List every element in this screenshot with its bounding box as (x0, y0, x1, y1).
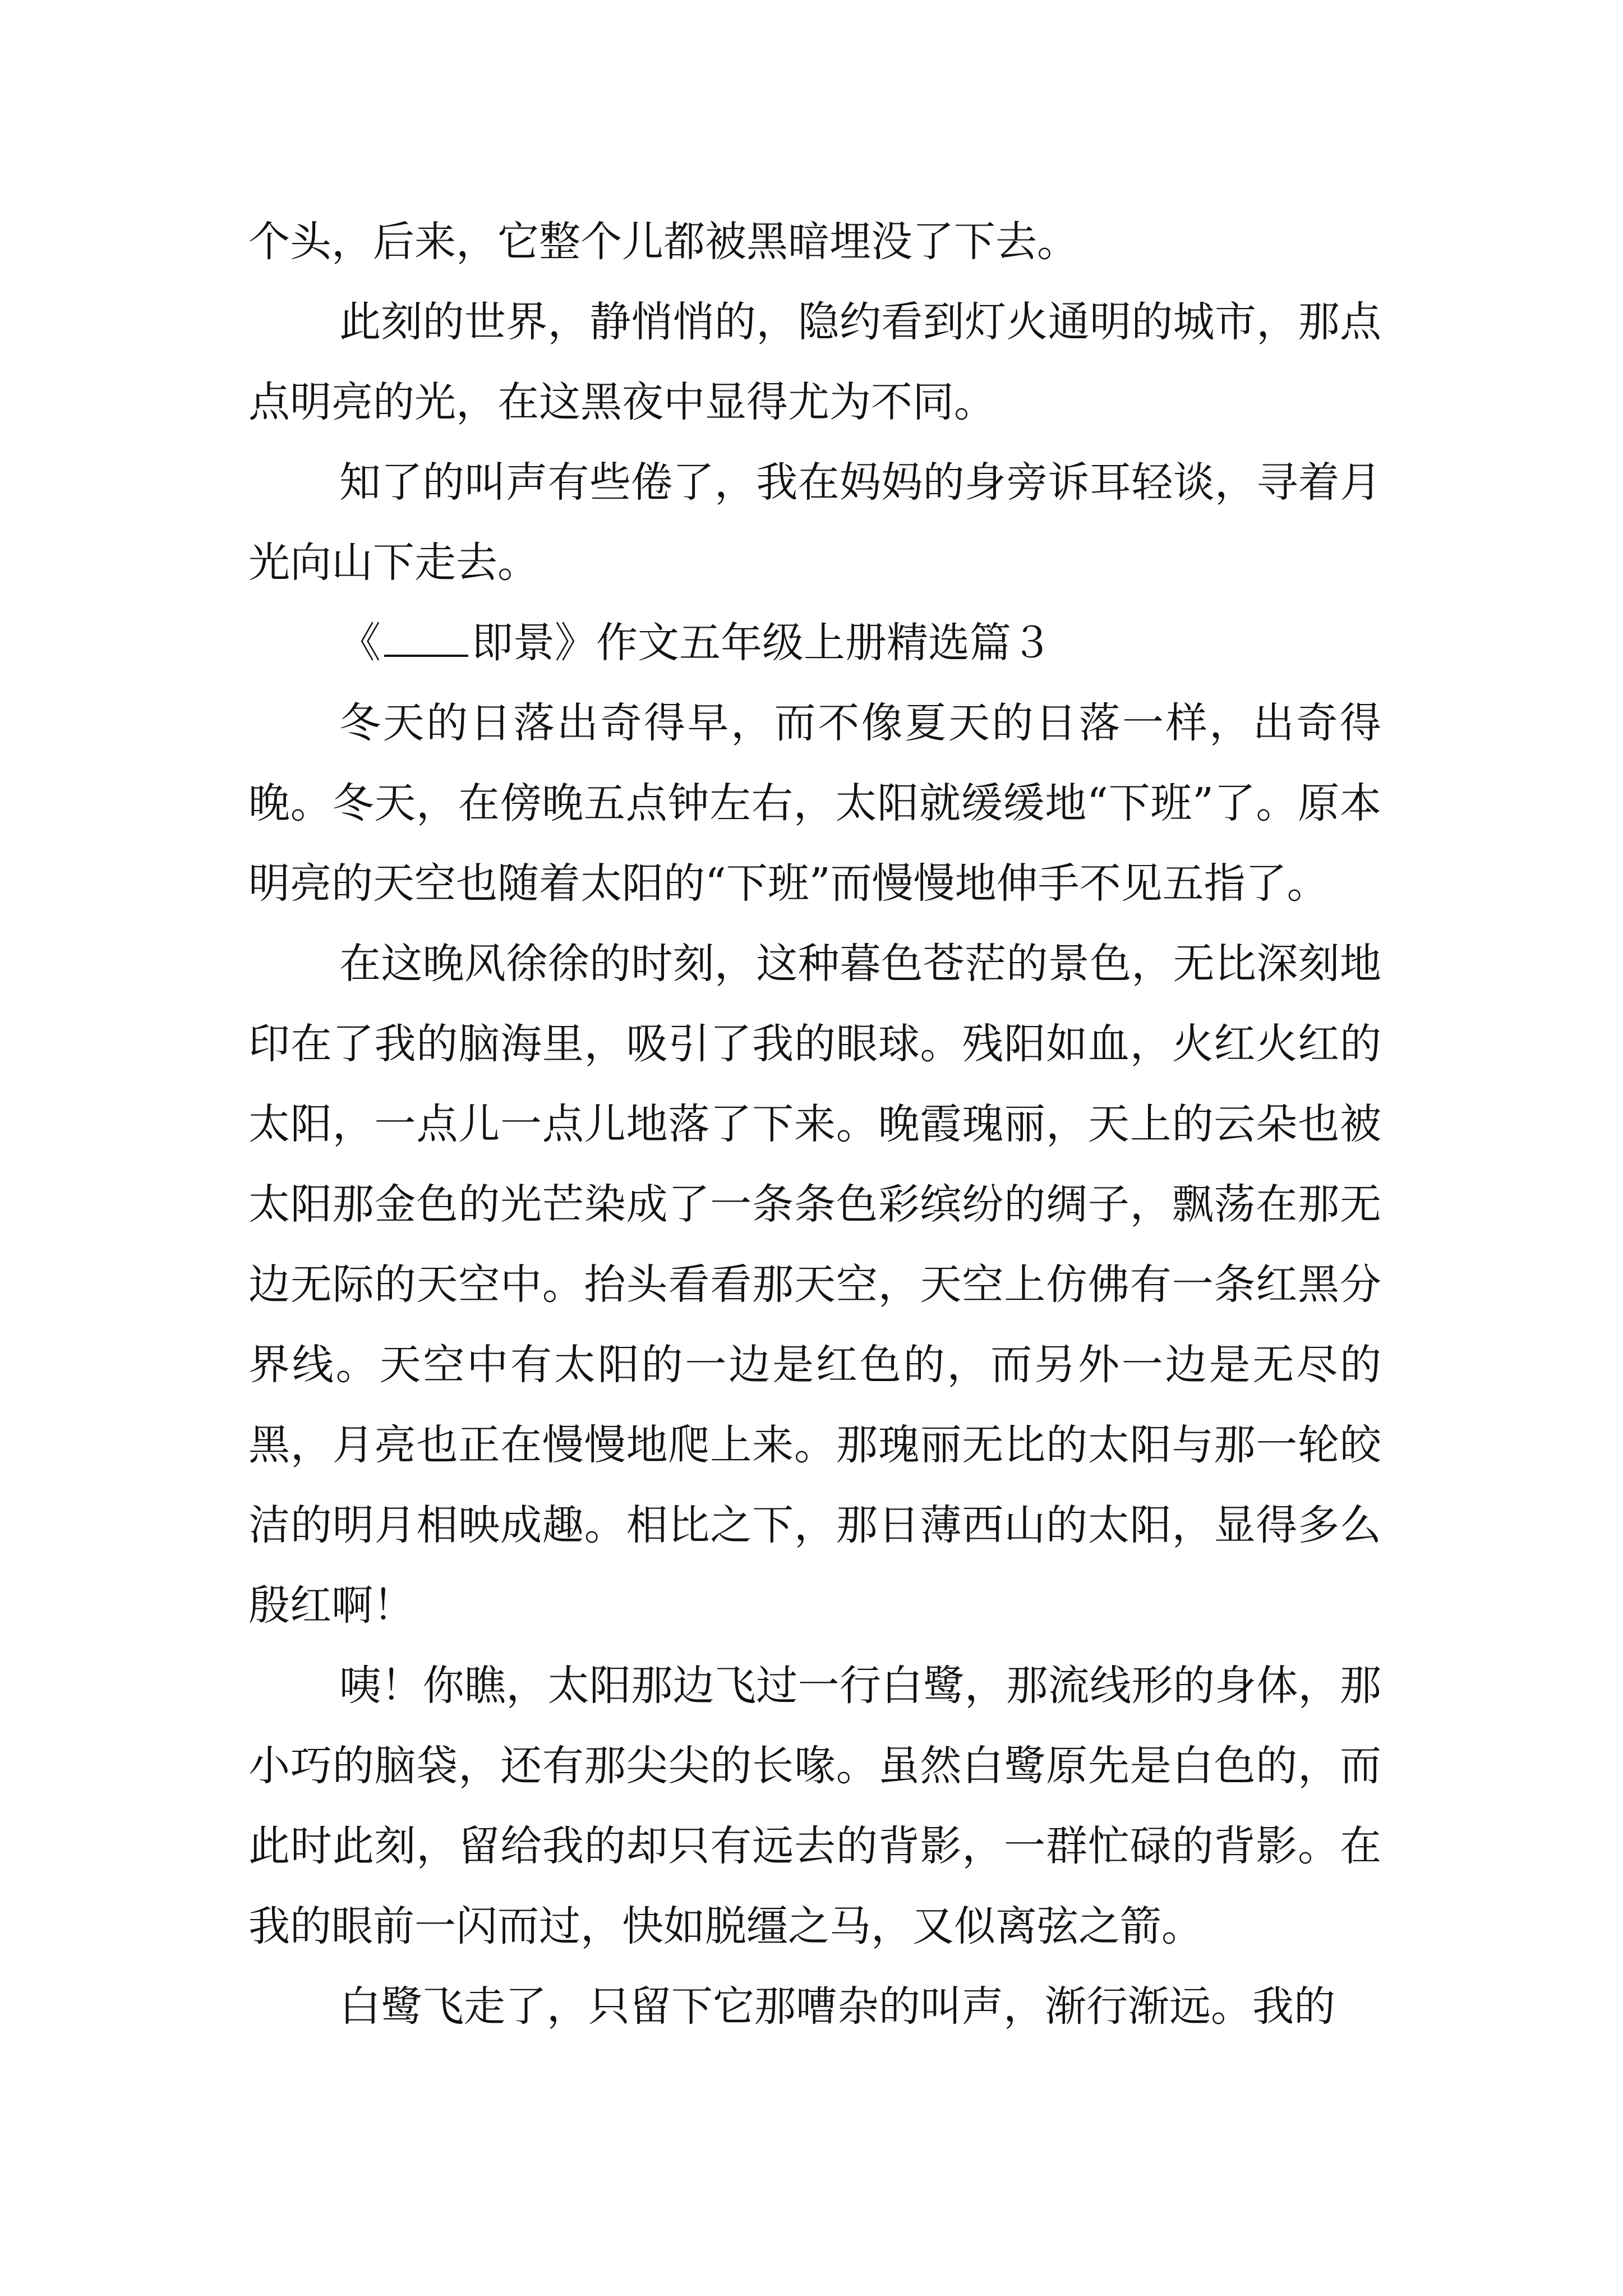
paragraph: 冬天的日落出奇得早，而不像夏天的日落一样，出奇得晚。冬天，在傍晚五点钟左右，太阳就缓缓地“下班”了。原本明亮的天空也随着太阳的“下班”而慢慢地伸手不见五指了。 (248, 699, 1381, 908)
paragraph: 白鹭飞走了，只留下它那嘈杂的叫声，渐行渐远。我的 (339, 1982, 1335, 2031)
heading-close: 即景》作文五年级上册精选篇３ (472, 619, 1053, 667)
article-body (248, 202, 1381, 2047)
paragraph: 此刻的世界，静悄悄的，隐约看到灯火通明的城市，那点点明亮的光，在这黑夜中显得尤为不同。 (248, 298, 1381, 426)
paragraph: 知了的叫声有些倦了，我在妈妈的身旁诉耳轻谈，寻着月光向山下走去。 (248, 458, 1381, 587)
paragraph: 咦！你瞧，太阳那边飞过一行白鹭，那流线形的身体，那小巧的脑袋，还有那尖尖的长喙。虽然白鹭原先是白色的，而此时此刻，留给我的却只有远去的背影，一群忙碌的背影。在我的眼前一闪而过，快如脱缰之马，又似离弦之箭。 (248, 1662, 1381, 1950)
heading-open: 《 (339, 619, 381, 667)
paragraph: 在这晚风徐徐的时刻，这种暮色苍茫的景色，无比深刻地印在了我的脑海里，吸引了我的眼球。残阳如血，火红火红的太阳，一点儿一点儿地落了下来。晚霞瑰丽，天上的云朵也被太阳那金色的光芒染成了一条条色彩缤纷的绸子，飘荡在那无边无际的天空中。抬头看看那天空，天空上仿佛有一条红黑分界线。天空中有太阳的一边是红色的，而另外一边是无尽的黑，月亮也正在慢慢地爬上来。那瑰丽无比的太阳与那一轮皎洁的明月相映成趣。相比之下，那日薄西山的太阳，显得多么殷红啊！ (248, 940, 1381, 1630)
section-heading (248, 603, 1381, 683)
fill-in-blank (384, 654, 468, 657)
paragraph-continued: 个头，后来，它整个儿都被黑暗埋没了下去。 (248, 218, 1078, 266)
